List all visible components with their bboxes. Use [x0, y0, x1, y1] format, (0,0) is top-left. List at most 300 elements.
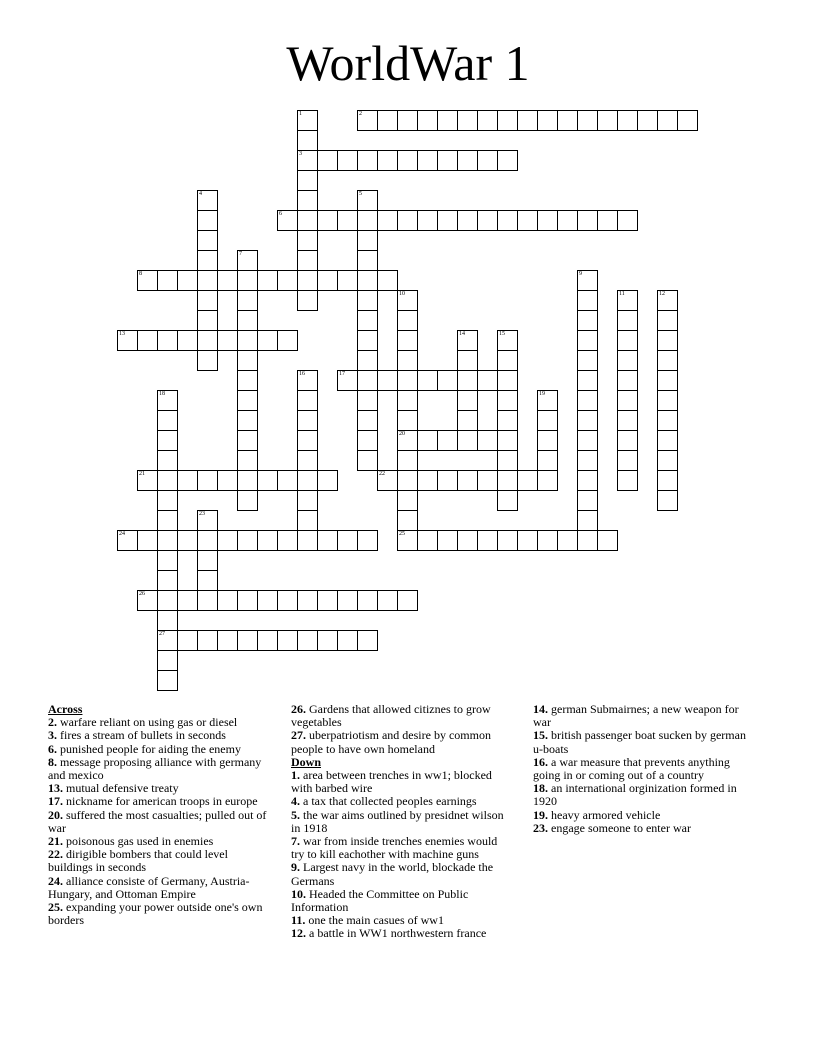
grid-cell[interactable]: [237, 470, 258, 491]
grid-cell[interactable]: [357, 330, 378, 351]
grid-cell[interactable]: [417, 150, 438, 171]
grid-cell[interactable]: [237, 350, 258, 371]
grid-cell[interactable]: [237, 590, 258, 611]
grid-cell[interactable]: [357, 410, 378, 431]
cell-number: 19: [539, 391, 545, 397]
grid-cell[interactable]: [157, 570, 178, 591]
grid-cell[interactable]: [617, 330, 638, 351]
grid-cell[interactable]: [217, 630, 238, 651]
grid-cell[interactable]: [397, 210, 418, 231]
grid-cell[interactable]: [157, 610, 178, 631]
grid-cell[interactable]: [317, 590, 338, 611]
grid-cell[interactable]: [197, 330, 218, 351]
grid-cell[interactable]: [317, 150, 338, 171]
grid-cell[interactable]: [457, 350, 478, 371]
grid-cell[interactable]: [397, 590, 418, 611]
grid-cell[interactable]: [297, 430, 318, 451]
grid-cell[interactable]: [177, 530, 198, 551]
grid-cell[interactable]: [197, 270, 218, 291]
grid-cell[interactable]: [197, 470, 218, 491]
grid-cell[interactable]: [177, 630, 198, 651]
grid-cell[interactable]: [457, 110, 478, 131]
grid-cell[interactable]: [297, 190, 318, 211]
grid-cell[interactable]: [397, 510, 418, 531]
grid-cell[interactable]: [197, 310, 218, 331]
cell-number: 18: [159, 391, 165, 397]
clue-text: poisonous gas used in enemies: [63, 834, 214, 849]
down-clues-part-1: [291, 769, 511, 941]
grid-cell[interactable]: [657, 310, 678, 331]
grid-cell[interactable]: [457, 410, 478, 431]
grid-cell[interactable]: [297, 110, 318, 131]
grid-cell[interactable]: [357, 210, 378, 231]
grid-cell[interactable]: [177, 330, 198, 351]
grid-cell[interactable]: [357, 390, 378, 411]
grid-cell[interactable]: [477, 470, 498, 491]
grid-cell[interactable]: [517, 470, 538, 491]
grid-cell[interactable]: [157, 410, 178, 431]
grid-cell[interactable]: [357, 430, 378, 451]
clue-text: alliance consiste of Germany, Austria-Hungary, and Ottoman Empire: [48, 873, 250, 901]
clue-text: Headed the Committee on Public Information: [291, 886, 469, 915]
grid-cell[interactable]: [457, 210, 478, 231]
grid-cell[interactable]: [617, 450, 638, 471]
grid-cell[interactable]: [337, 150, 358, 171]
grid-cell[interactable]: [157, 650, 178, 671]
grid-cell[interactable]: [357, 270, 378, 291]
grid-cell[interactable]: [237, 310, 258, 331]
grid-cell[interactable]: [537, 450, 558, 471]
grid-cell[interactable]: [297, 170, 318, 191]
grid-cell[interactable]: [577, 450, 598, 471]
grid-cell[interactable]: [437, 430, 458, 451]
grid-cell[interactable]: [237, 250, 258, 271]
grid-cell[interactable]: [337, 530, 358, 551]
grid-cell[interactable]: [297, 470, 318, 491]
grid-cell[interactable]: [237, 530, 258, 551]
grid-cell[interactable]: [197, 570, 218, 591]
grid-cell[interactable]: [297, 590, 318, 611]
grid-cell[interactable]: [577, 470, 598, 491]
grid-cell[interactable]: [497, 110, 518, 131]
grid-cell[interactable]: [397, 470, 418, 491]
grid-cell[interactable]: [197, 630, 218, 651]
grid-cell[interactable]: [157, 450, 178, 471]
grid-cell[interactable]: [317, 530, 338, 551]
grid-cell[interactable]: [637, 110, 658, 131]
grid-cell[interactable]: [477, 530, 498, 551]
grid-cell[interactable]: [137, 330, 158, 351]
grid-cell[interactable]: [297, 390, 318, 411]
grid-cell[interactable]: [657, 290, 678, 311]
grid-cell[interactable]: [197, 290, 218, 311]
grid-cell[interactable]: [657, 490, 678, 511]
grid-cell[interactable]: [157, 670, 178, 691]
grid-cell[interactable]: [177, 470, 198, 491]
grid-cell[interactable]: [437, 110, 458, 131]
grid-cell[interactable]: [417, 430, 438, 451]
grid-cell[interactable]: [457, 150, 478, 171]
grid-cell[interactable]: [497, 330, 518, 351]
grid-cell[interactable]: [117, 330, 138, 351]
grid-cell[interactable]: [157, 390, 178, 411]
grid-cell[interactable]: [437, 370, 458, 391]
grid-cell[interactable]: [657, 410, 678, 431]
grid-cell[interactable]: [617, 350, 638, 371]
grid-cell[interactable]: [657, 450, 678, 471]
grid-cell[interactable]: [397, 370, 418, 391]
grid-cell[interactable]: [257, 530, 278, 551]
grid-cell[interactable]: [457, 390, 478, 411]
grid-cell[interactable]: [657, 370, 678, 391]
grid-cell[interactable]: [197, 550, 218, 571]
grid-cell[interactable]: [337, 590, 358, 611]
grid-cell[interactable]: [157, 330, 178, 351]
clue-text: warfare reliant on using gas or diesel: [57, 715, 238, 730]
grid-cell[interactable]: [477, 210, 498, 231]
grid-cell[interactable]: [317, 270, 338, 291]
grid-cell[interactable]: [397, 430, 418, 451]
grid-cell[interactable]: [257, 630, 278, 651]
grid-cell[interactable]: [597, 530, 618, 551]
grid-cell[interactable]: [617, 110, 638, 131]
cell-number: 2: [359, 111, 362, 117]
clue-number: 15.: [533, 728, 548, 743]
grid-cell[interactable]: [277, 210, 298, 231]
grid-cell[interactable]: [357, 310, 378, 331]
grid-cell[interactable]: [157, 550, 178, 571]
grid-cell[interactable]: [337, 210, 358, 231]
grid-cell[interactable]: [557, 210, 578, 231]
grid-cell[interactable]: [597, 110, 618, 131]
grid-cell[interactable]: [537, 210, 558, 231]
grid-cell[interactable]: [357, 150, 378, 171]
grid-cell[interactable]: [497, 530, 518, 551]
grid-cell[interactable]: [397, 330, 418, 351]
grid-cell[interactable]: [577, 290, 598, 311]
grid-cell[interactable]: [337, 630, 358, 651]
grid-cell[interactable]: [257, 590, 278, 611]
grid-cell[interactable]: [497, 150, 518, 171]
grid-cell[interactable]: [497, 450, 518, 471]
clue-number: 4.: [291, 794, 300, 809]
grid-cell[interactable]: [537, 390, 558, 411]
grid-cell[interactable]: [457, 330, 478, 351]
clue-text: the war aims outlined by presidnet wilson in 1918: [291, 807, 504, 835]
grid-cell[interactable]: [577, 270, 598, 291]
grid-cell[interactable]: [377, 210, 398, 231]
grid-cell[interactable]: [277, 590, 298, 611]
grid-cell[interactable]: [437, 150, 458, 171]
grid-cell[interactable]: [517, 210, 538, 231]
grid-cell[interactable]: [397, 350, 418, 371]
grid-cell[interactable]: [377, 470, 398, 491]
grid-cell[interactable]: [617, 310, 638, 331]
grid-cell[interactable]: [457, 370, 478, 391]
grid-cell[interactable]: [297, 450, 318, 471]
grid-cell[interactable]: [577, 330, 598, 351]
grid-cell[interactable]: [617, 390, 638, 411]
grid-cell[interactable]: [657, 110, 678, 131]
grid-cell[interactable]: [657, 470, 678, 491]
cell-number: 5: [359, 191, 362, 197]
grid-cell[interactable]: [137, 270, 158, 291]
grid-cell[interactable]: [537, 110, 558, 131]
grid-cell[interactable]: [517, 110, 538, 131]
grid-cell[interactable]: [397, 310, 418, 331]
grid-cell[interactable]: [357, 290, 378, 311]
grid-cell[interactable]: [237, 450, 258, 471]
grid-cell[interactable]: [237, 390, 258, 411]
grid-cell[interactable]: [217, 530, 238, 551]
grid-cell[interactable]: [617, 370, 638, 391]
cell-number: 21: [139, 471, 145, 477]
grid-cell[interactable]: [137, 590, 158, 611]
clue-text: message proposing alliance with germany and mexico: [48, 754, 262, 783]
grid-cell[interactable]: [597, 210, 618, 231]
grid-cell[interactable]: [377, 370, 398, 391]
cell-number: 7: [239, 251, 242, 257]
grid-cell[interactable]: [657, 390, 678, 411]
grid-cell[interactable]: [497, 210, 518, 231]
grid-cell[interactable]: [357, 630, 378, 651]
grid-cell[interactable]: [497, 470, 518, 491]
grid-cell[interactable]: [217, 330, 238, 351]
grid-cell[interactable]: [197, 590, 218, 611]
grid-cell[interactable]: [577, 530, 598, 551]
grid-cell[interactable]: [317, 470, 338, 491]
grid-cell[interactable]: [437, 210, 458, 231]
grid-cell[interactable]: [317, 630, 338, 651]
grid-cell[interactable]: [197, 190, 218, 211]
grid-cell[interactable]: [377, 270, 398, 291]
grid-cell[interactable]: [577, 410, 598, 431]
grid-cell[interactable]: [557, 110, 578, 131]
grid-cell[interactable]: [357, 110, 378, 131]
grid-cell[interactable]: [397, 490, 418, 511]
grid-cell[interactable]: [157, 270, 178, 291]
clue-across-27: [291, 729, 511, 755]
cell-number: 16: [299, 371, 305, 377]
grid-cell[interactable]: [497, 430, 518, 451]
grid-cell[interactable]: [117, 530, 138, 551]
grid-cell[interactable]: [137, 530, 158, 551]
grid-cell[interactable]: [197, 530, 218, 551]
clue-number: 24.: [48, 873, 63, 888]
clue-text: british passenger boat sucken by german u-boats: [533, 728, 746, 756]
grid-cell[interactable]: [197, 230, 218, 251]
grid-cell[interactable]: [397, 110, 418, 131]
grid-cell[interactable]: [417, 210, 438, 231]
grid-cell[interactable]: [477, 430, 498, 451]
grid-cell[interactable]: [157, 430, 178, 451]
grid-cell[interactable]: [297, 150, 318, 171]
grid-cell[interactable]: [237, 330, 258, 351]
grid-cell[interactable]: [357, 250, 378, 271]
grid-cell[interactable]: [617, 410, 638, 431]
grid-cell[interactable]: [577, 510, 598, 531]
across-clues-part-1: [48, 716, 268, 927]
grid-cell[interactable]: [677, 110, 698, 131]
grid-cell[interactable]: [417, 530, 438, 551]
grid-cell[interactable]: [297, 290, 318, 311]
cell-number: 23: [199, 511, 205, 517]
grid-cell[interactable]: [617, 290, 638, 311]
grid-cell[interactable]: [657, 330, 678, 351]
grid-cell[interactable]: [337, 370, 358, 391]
grid-cell[interactable]: [497, 410, 518, 431]
grid-cell[interactable]: [497, 490, 518, 511]
grid-cell[interactable]: [577, 310, 598, 331]
grid-cell[interactable]: [537, 470, 558, 491]
grid-cell[interactable]: [297, 370, 318, 391]
grid-cell[interactable]: [417, 370, 438, 391]
grid-cell[interactable]: [197, 250, 218, 271]
grid-cell[interactable]: [357, 530, 378, 551]
grid-cell[interactable]: [377, 150, 398, 171]
grid-cell[interactable]: [397, 410, 418, 431]
grid-cell[interactable]: [657, 430, 678, 451]
grid-cell[interactable]: [457, 530, 478, 551]
grid-cell[interactable]: [297, 490, 318, 511]
grid-cell[interactable]: [297, 270, 318, 291]
grid-cell[interactable]: [357, 450, 378, 471]
clue-text: nickname for american troops in europe: [63, 794, 258, 809]
grid-cell[interactable]: [337, 270, 358, 291]
grid-cell[interactable]: [617, 210, 638, 231]
grid-cell[interactable]: [237, 270, 258, 291]
grid-cell[interactable]: [277, 470, 298, 491]
grid-cell[interactable]: [457, 470, 478, 491]
grid-cell[interactable]: [197, 510, 218, 531]
grid-cell[interactable]: [577, 430, 598, 451]
grid-cell[interactable]: [277, 270, 298, 291]
grid-cell[interactable]: [397, 150, 418, 171]
grid-cell[interactable]: [237, 430, 258, 451]
grid-cell[interactable]: [577, 110, 598, 131]
grid-cell[interactable]: [537, 430, 558, 451]
grid-cell[interactable]: [257, 270, 278, 291]
grid-cell[interactable]: [397, 530, 418, 551]
grid-cell[interactable]: [537, 410, 558, 431]
grid-cell[interactable]: [657, 350, 678, 371]
clue-number: 7.: [291, 834, 300, 849]
grid-cell[interactable]: [157, 630, 178, 651]
grid-cell[interactable]: [157, 470, 178, 491]
grid-cell[interactable]: [297, 230, 318, 251]
grid-cell[interactable]: [357, 350, 378, 371]
grid-cell[interactable]: [297, 530, 318, 551]
grid-cell[interactable]: [357, 190, 378, 211]
grid-cell[interactable]: [297, 250, 318, 271]
clue-text: a battle in WW1 northwestern france: [306, 926, 487, 941]
grid-cell[interactable]: [277, 630, 298, 651]
grid-cell[interactable]: [557, 530, 578, 551]
grid-cell[interactable]: [437, 470, 458, 491]
grid-cell[interactable]: [217, 270, 238, 291]
grid-cell[interactable]: [197, 350, 218, 371]
grid-cell[interactable]: [297, 510, 318, 531]
grid-cell[interactable]: [157, 590, 178, 611]
grid-cell[interactable]: [417, 470, 438, 491]
clue-text: dirigible bombers that could level buildings in seconds: [48, 847, 228, 875]
grid-cell[interactable]: [577, 350, 598, 371]
grid-cell[interactable]: [297, 210, 318, 231]
grid-cell[interactable]: [177, 590, 198, 611]
clue-down-1: [291, 769, 511, 795]
grid-cell[interactable]: [417, 110, 438, 131]
grid-cell[interactable]: [517, 530, 538, 551]
grid-cell[interactable]: [357, 230, 378, 251]
grid-cell[interactable]: [237, 370, 258, 391]
grid-cell[interactable]: [397, 450, 418, 471]
grid-cell[interactable]: [397, 390, 418, 411]
grid-cell[interactable]: [157, 490, 178, 511]
grid-cell[interactable]: [617, 430, 638, 451]
grid-cell[interactable]: [157, 510, 178, 531]
grid-cell[interactable]: [257, 470, 278, 491]
grid-cell[interactable]: [617, 470, 638, 491]
grid-cell[interactable]: [377, 590, 398, 611]
grid-cell[interactable]: [297, 410, 318, 431]
grid-cell[interactable]: [497, 390, 518, 411]
grid-cell[interactable]: [497, 370, 518, 391]
grid-cell[interactable]: [137, 470, 158, 491]
grid-cell[interactable]: [397, 290, 418, 311]
clue-number: 11.: [291, 913, 306, 928]
grid-cell[interactable]: [377, 110, 398, 131]
across-clues-part-2: [291, 703, 511, 756]
grid-cell[interactable]: [577, 490, 598, 511]
grid-cell[interactable]: [437, 530, 458, 551]
grid-cell[interactable]: [477, 110, 498, 131]
grid-cell[interactable]: [237, 490, 258, 511]
grid-cell[interactable]: [277, 330, 298, 351]
grid-cell[interactable]: [217, 590, 238, 611]
clue-text: expanding your power outside one's own borders: [48, 900, 263, 928]
grid-cell[interactable]: [317, 210, 338, 231]
grid-cell[interactable]: [237, 410, 258, 431]
clue-down-7: [291, 835, 511, 861]
grid-cell[interactable]: [357, 370, 378, 391]
grid-cell[interactable]: [197, 210, 218, 231]
clue-number: 12.: [291, 926, 306, 941]
grid-cell[interactable]: [237, 630, 258, 651]
clue-number: 13.: [48, 781, 63, 796]
grid-cell[interactable]: [537, 530, 558, 551]
grid-cell[interactable]: [237, 290, 258, 311]
grid-cell[interactable]: [457, 430, 478, 451]
grid-cell[interactable]: [477, 370, 498, 391]
clue-text: uberpatriotism and desire by common people to have own homeland: [291, 728, 491, 756]
grid-cell[interactable]: [257, 330, 278, 351]
clue-down-14: [533, 703, 753, 729]
grid-cell[interactable]: [477, 150, 498, 171]
grid-cell[interactable]: [177, 270, 198, 291]
grid-cell[interactable]: [297, 130, 318, 151]
grid-cell[interactable]: [297, 630, 318, 651]
clues-column-3: [533, 703, 753, 835]
grid-cell[interactable]: [157, 530, 178, 551]
grid-cell[interactable]: [577, 370, 598, 391]
grid-cell[interactable]: [497, 350, 518, 371]
grid-cell[interactable]: [277, 530, 298, 551]
grid-cell[interactable]: [577, 390, 598, 411]
grid-cell[interactable]: [357, 590, 378, 611]
grid-cell[interactable]: [217, 470, 238, 491]
clue-text: fires a stream of bullets in seconds: [57, 728, 226, 743]
grid-cell[interactable]: [577, 210, 598, 231]
